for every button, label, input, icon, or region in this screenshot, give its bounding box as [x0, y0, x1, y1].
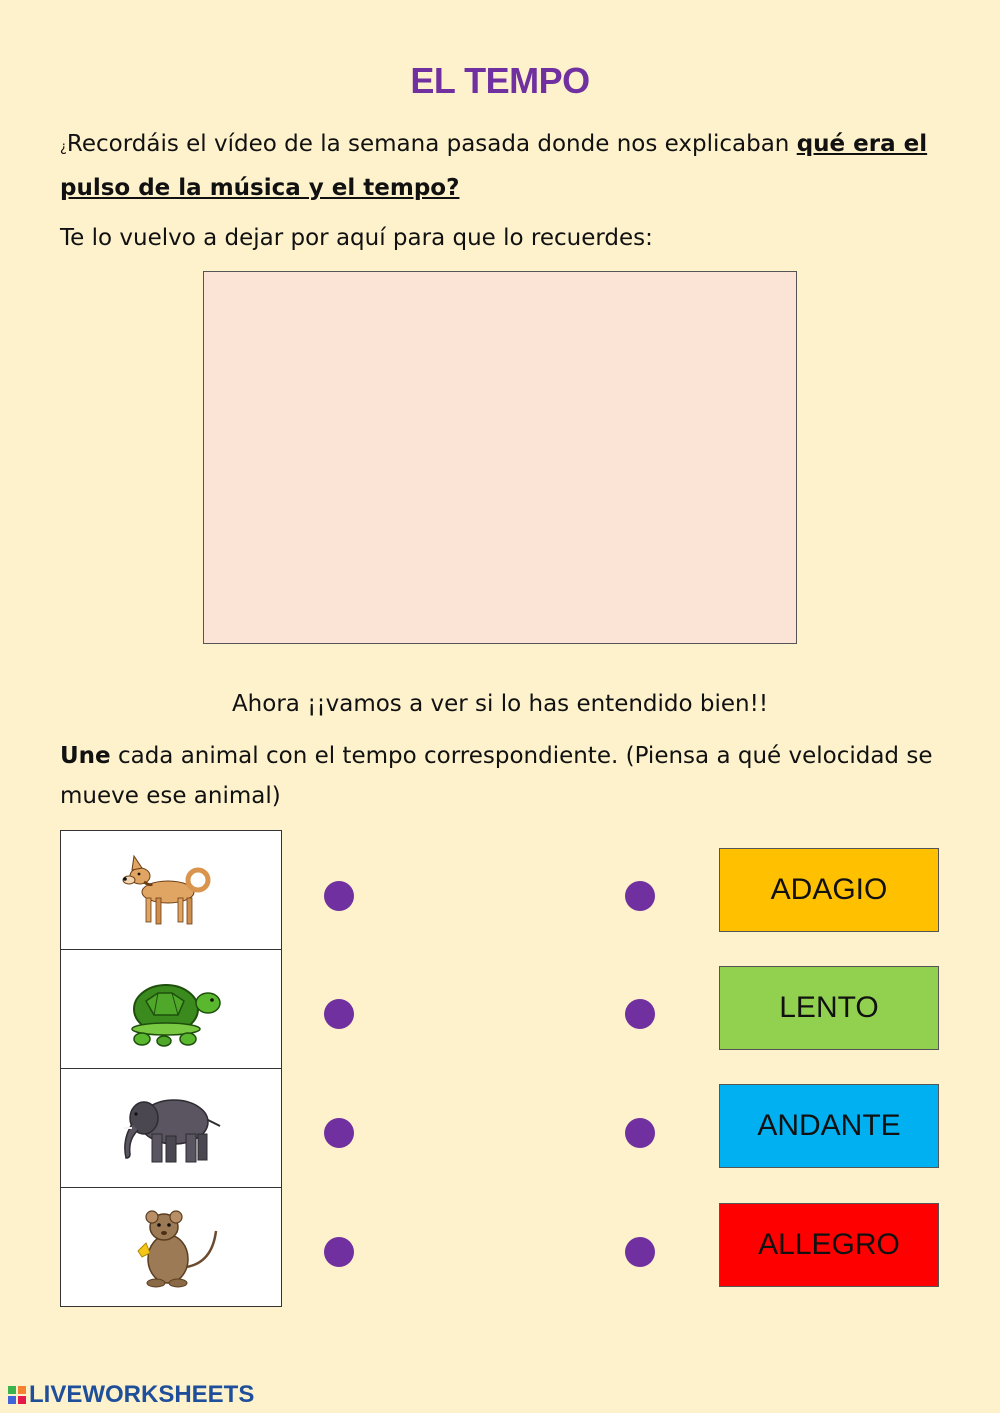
- mouse-icon: [116, 1197, 226, 1297]
- animal-cell-mouse: [61, 1188, 281, 1306]
- logo-blocks-icon: [8, 1386, 26, 1404]
- inverted-question-mark: ¿: [60, 140, 67, 155]
- tempo-adagio: ADAGIO: [719, 848, 939, 932]
- liveworksheets-logo: [8, 1382, 254, 1408]
- animal-cell-turtle: [61, 950, 281, 1069]
- tempo-dot-3[interactable]: [625, 1118, 655, 1148]
- tempo-dot-2[interactable]: [625, 999, 655, 1029]
- animal-dot-4[interactable]: [324, 1237, 354, 1267]
- turtle-icon: [116, 959, 226, 1059]
- animal-cell-elephant: [61, 1069, 281, 1188]
- dog-icon: [116, 840, 226, 940]
- elephant-icon: [116, 1078, 226, 1178]
- instruction-text: cada animal con el tempo correspondiente. (Piensa a qué velocidad se mueve ese animal): [60, 743, 933, 809]
- instruction-bold: Une: [60, 743, 111, 769]
- page-title: EL TEMPO: [410, 60, 590, 101]
- instruction: [60, 736, 940, 816]
- tempo-allegro: ALLEGRO: [719, 1203, 939, 1287]
- tempo-lento: LENTO: [719, 966, 939, 1050]
- animal-column: [60, 830, 282, 1307]
- tempo-andante: ANDANTE: [719, 1084, 939, 1168]
- animal-cell-dog: [61, 831, 281, 950]
- tempo-dot-1[interactable]: [625, 881, 655, 911]
- intro-text: Recordáis el vídeo de la semana pasada donde nos explicaban: [66, 131, 797, 157]
- video-note: Te lo vuelvo a dejar por aquí para que lo recuerdes:: [60, 225, 653, 251]
- tempo-dot-4[interactable]: [625, 1237, 655, 1267]
- challenge-text: Ahora ¡¡vamos a ver si lo has entendido bien!!: [231, 691, 769, 717]
- video-embed[interactable]: [203, 271, 797, 644]
- animal-dot-2[interactable]: [324, 999, 354, 1029]
- intro-emphasis: qué era el pulso de la música y el tempo?: [60, 131, 928, 201]
- intro-paragraph: [60, 124, 940, 208]
- animal-dot-1[interactable]: [324, 881, 354, 911]
- animal-dot-3[interactable]: [324, 1118, 354, 1148]
- logo-text: LIVEWORKSHEETS: [29, 1381, 255, 1408]
